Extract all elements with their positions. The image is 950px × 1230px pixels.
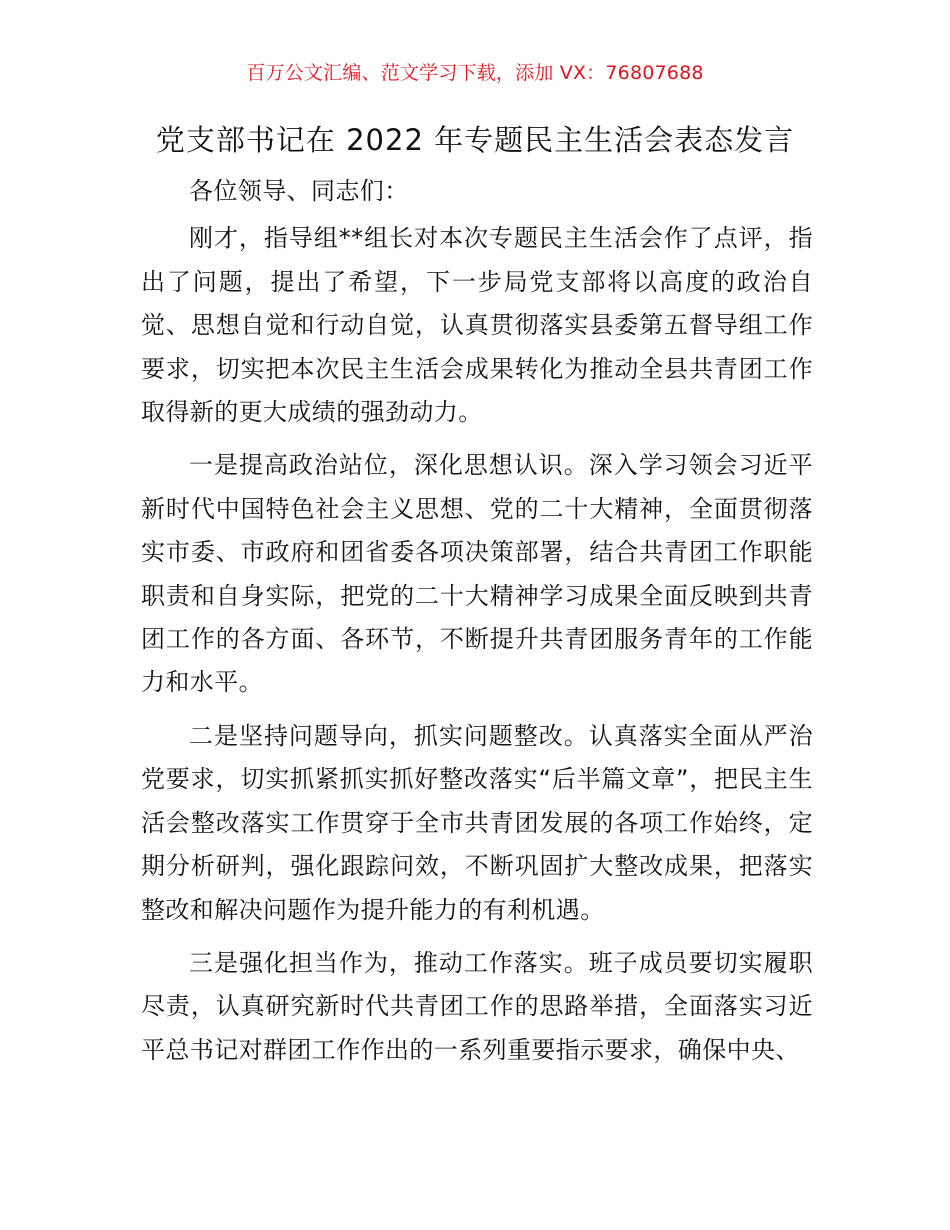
document-body [141, 170, 813, 1072]
paragraph-intro: 刚才，指导组**组长对本次专题民主生活会作了点评，指出了问题，提出了希望，下一步局党支部将以高度的政治自觉、思想自觉和行动自觉，认真贯彻落实县委第五督导组工作要求，切实把本次民主生活会成果转化为推动全县共青团工作取得新的更大成绩的强劲动力。 [141, 224, 813, 427]
paragraph-point-2: 二是坚持问题导向，抓实问题整改。认真落实全面从严治党要求，切实抓紧抓实抓好整改落实“后半篇文章”，把民主生活会整改落实工作贯穿于全市共青团发展的各项工作始终，定期分析研判，强化跟踪问效，不断巩固扩大整改成果，把落实整改和解决问题作为提升能力的有利机遇。 [141, 721, 813, 924]
paragraph-point-1: 一是提高政治站位，深化思想认识。深入学习领会习近平新时代中国特色社会主义思想、党的二十大精神，全面贯彻落实市委、市政府和团省委各项决策部署，结合共青团工作职能职责和自身实际，把党的二十大精神学习成果全面反映到共青团工作的各方面、各环节，不断提升共青团服务青年的工作能力和水平。 [141, 451, 813, 697]
greeting: 各位领导、同志们： [189, 177, 409, 205]
document-title: 党支部书记在 2022 年专题民主生活会表态发言 [155, 123, 795, 157]
paragraph-point-3: 三是强化担当作为，推动工作落实。班子成员要切实履职尽责，认真研究新时代共青团工作的思路举措，全面落实习近平总书记对群团工作作出的一系列重要指示要求，确保中央、 [141, 948, 813, 1064]
watermark-banner: 百万公文汇编、范文学习下载，添加 VX：76807688 [246, 62, 704, 84]
